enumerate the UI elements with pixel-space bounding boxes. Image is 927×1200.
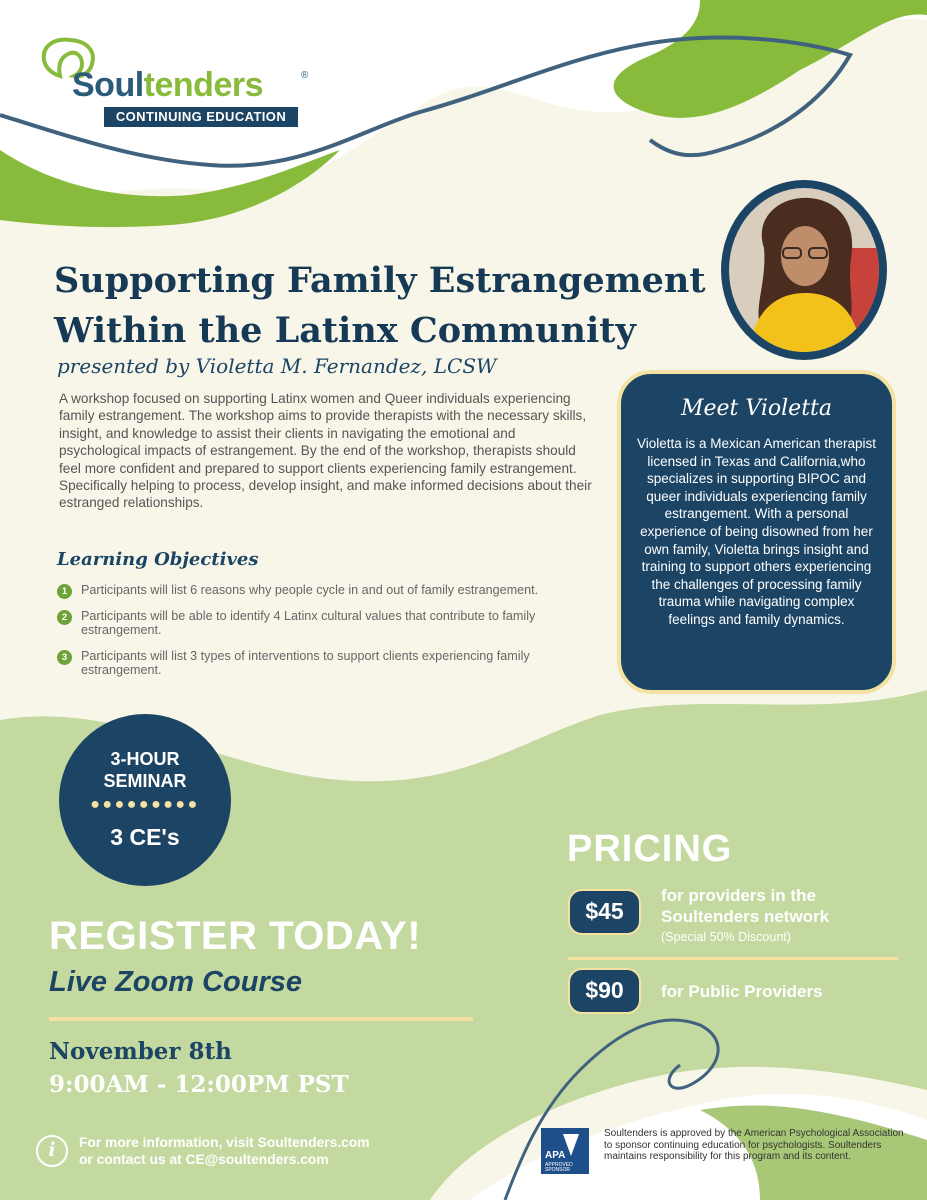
objective-number-badge: 3 <box>57 650 72 665</box>
event-date: November 8th <box>49 1038 232 1065</box>
logo-subtitle: CONTINUING EDUCATION <box>104 107 298 127</box>
meet-presenter-card <box>617 370 896 694</box>
pricing-divider <box>568 957 898 960</box>
price-label-network-line2: Soultenders network <box>661 907 830 926</box>
price-label-public: for Public Providers <box>661 982 823 1001</box>
objective-item <box>57 649 597 677</box>
contact-info <box>79 1134 370 1168</box>
dot-divider: ●●●●●●●●● <box>90 796 200 813</box>
registered-mark: ® <box>301 70 309 81</box>
course-description: A workshop focused on supporting Latinx women and Queer individuals experiencing family estrangement. The workshop aims to provide therapists with the necessary skills, insight, and knowledge to assist their clients in navigating the emotional and psychological impacts of estrangement. By the end of the workshop, therapists should feel more confident and prepared to support clients experiencing family estrangement. Specifically helping to process, develop insight, and make informed decisions about their estranged relationships. <box>59 391 592 511</box>
objective-text: Participants will list 6 reasons why people cycle in and out of family estrangement. <box>81 583 539 597</box>
presenter-bio: Violetta is a Mexican American therapist licensed in Texas and California,who specializes in supporting BIPOC and queer individuals experiencing family estrangement. With a personal experience of being disowned from her own family, Violetta brings insight and training to support others experiencing the challenges of processing family trauma while navigating complex feelings and family dynamics. <box>636 436 877 627</box>
seminar-duration-line2: SEMINAR <box>103 771 187 791</box>
event-time: 9:00AM - 12:00PM PST <box>49 1071 349 1098</box>
apa-disclaimer: Soultenders is approved by the American Psychological Association to sponsor continuing education for psychologists. Soultenders maintains responsibility for this program and its content. <box>604 1128 904 1162</box>
course-format: Live Zoom Course <box>49 966 302 998</box>
meet-presenter-title: Meet Violetta <box>680 396 833 421</box>
apa-logo-sub2: SPONSOR <box>545 1167 571 1173</box>
logo-wordmark-part1: Soul <box>72 66 144 104</box>
register-heading: REGISTER TODAY! <box>49 914 422 958</box>
objective-item <box>57 609 597 637</box>
ce-credits: 3 CE's <box>110 824 180 850</box>
objective-text: Participants will be able to identify 4 Latinx cultural values that contribute to family estrangement. <box>81 609 536 637</box>
objective-number-badge: 2 <box>57 610 72 625</box>
pricing-heading: PRICING <box>567 828 733 870</box>
contact-info-line1: For more information, visit Soultenders.com <box>79 1135 370 1150</box>
logo-wordmark <box>72 66 263 105</box>
seminar-duration-line1: 3-HOUR <box>110 749 180 769</box>
seminar-duration <box>59 748 231 792</box>
presenter-line: presented by Violetta M. Fernandez, LCSW <box>57 354 497 378</box>
discount-note: (Special 50% Discount) <box>661 930 791 944</box>
divider-line <box>49 1017 473 1021</box>
objective-text: Participants will list 3 types of interventions to support clients experiencing family estrangement. <box>81 649 530 677</box>
price-label-network-line1: for providers in the <box>661 886 816 905</box>
apa-logo-text: APA <box>545 1150 566 1161</box>
seminar-badge <box>59 714 231 886</box>
price-tag-public: $90 <box>568 968 641 1014</box>
presenter-photo <box>721 180 887 360</box>
objective-item <box>57 583 597 597</box>
learning-objectives-heading: Learning Objectives <box>57 549 259 570</box>
presenter-portrait-image <box>729 188 879 352</box>
apa-logo-sub1: APPROVED <box>545 1162 573 1168</box>
objective-number-badge: 1 <box>57 584 72 599</box>
price-tag-network: $45 <box>568 889 641 935</box>
learning-objectives-list <box>57 583 597 689</box>
info-icon: i <box>36 1135 68 1167</box>
contact-info-line2: or contact us at CE@soultenders.com <box>79 1152 329 1167</box>
course-title: Supporting Family Estrangement Within the Latinx Community <box>54 260 706 351</box>
logo-wordmark-part2: tenders <box>143 66 263 104</box>
price-label-network <box>661 885 829 927</box>
apa-approved-sponsor-logo <box>541 1128 589 1174</box>
